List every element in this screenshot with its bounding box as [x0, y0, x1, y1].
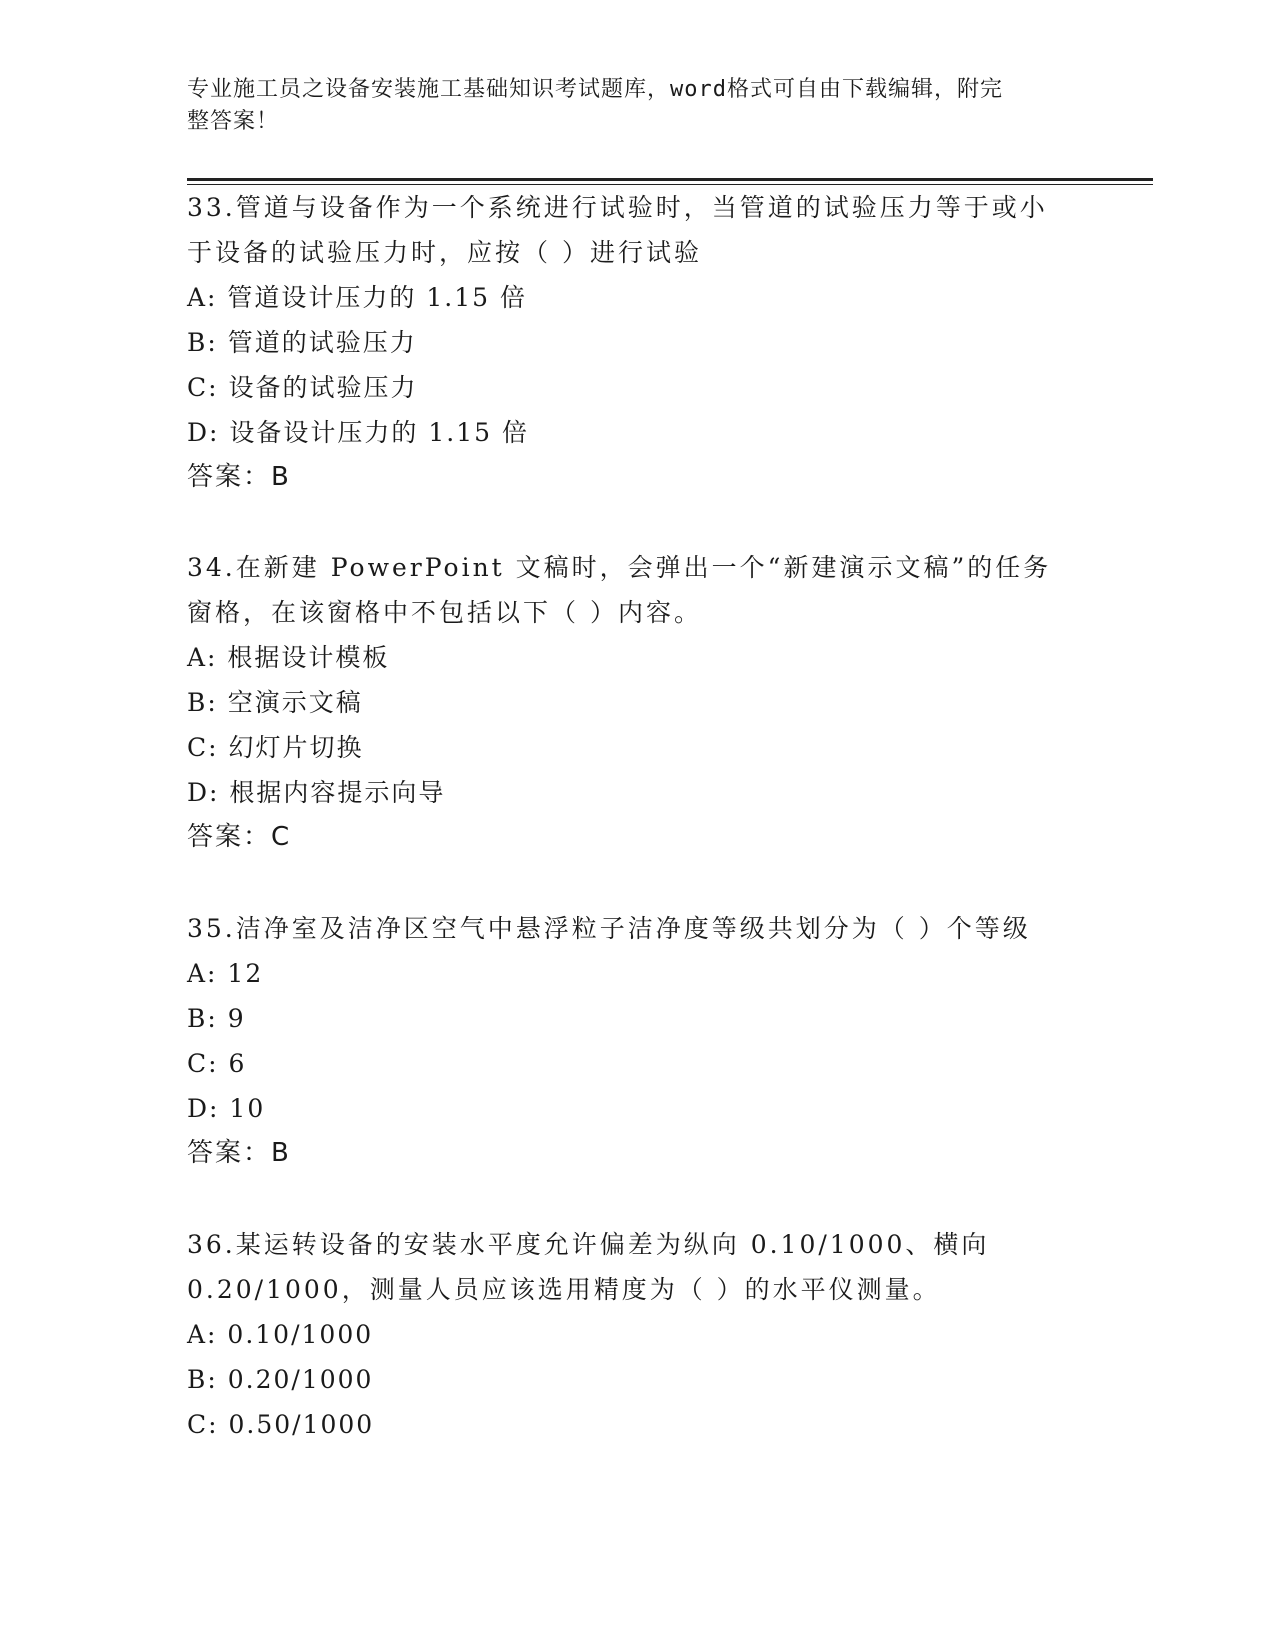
header-divider-thick [187, 178, 1153, 181]
question-stem-line: 34.在新建 PowerPoint 文稿时，会弹出一个“新建演示文稿”的任务 [187, 553, 1052, 582]
question-34 [187, 545, 1087, 860]
header-line-2: 整答案！ [187, 109, 280, 134]
option-b: B: 空演示文稿 [187, 688, 363, 717]
question-35 [187, 906, 1087, 1176]
answer-value: B [271, 462, 289, 492]
question-33 [187, 185, 1087, 500]
option-b: B: 管道的试验压力 [187, 328, 417, 357]
answer-value: C [271, 822, 290, 852]
answer-line [187, 455, 1087, 500]
option-b: B: 0.20/1000 [187, 1365, 374, 1394]
option-a: A: 管道设计压力的 1.15 倍 [187, 283, 527, 312]
option-a: A: 根据设计模板 [187, 643, 390, 672]
question-stem-line: 窗格，在该窗格中不包括以下（ ）内容。 [187, 598, 702, 627]
option-d: D: 设备设计压力的 1.15 倍 [187, 418, 529, 447]
option-d: D: 根据内容提示向导 [187, 778, 446, 807]
option-a: A: 12 [187, 959, 264, 988]
option-c: C: 6 [187, 1049, 247, 1078]
question-stem-line: 0.20/1000，测量人员应该选用精度为（ ）的水平仪测量。 [187, 1275, 941, 1304]
question-stem-line: 36.某运转设备的安装水平度允许偏差为纵向 0.10/1000、横向 [187, 1230, 990, 1259]
option-d: D: 10 [187, 1094, 266, 1123]
answer-value: B [271, 1138, 289, 1168]
question-36 [187, 1222, 1087, 1447]
question-stem-line: 33.管道与设备作为一个系统进行试验时，当管道的试验压力等于或小 [187, 193, 1048, 222]
option-c: C: 设备的试验压力 [187, 373, 418, 402]
document-header [187, 74, 1067, 138]
question-stem-line: 35.洁净室及洁净区空气中悬浮粒子洁净度等级共划分为（ ）个等级 [187, 914, 1031, 943]
answer-label: 答案： [187, 462, 272, 492]
option-c: C: 0.50/1000 [187, 1410, 375, 1439]
option-b: B: 9 [187, 1004, 246, 1033]
answer-line [187, 815, 1087, 860]
option-a: A: 0.10/1000 [187, 1320, 374, 1349]
answer-label: 答案： [187, 822, 272, 852]
header-line-1: 专业施工员之设备安装施工基础知识考试题库，word格式可自由下载编辑，附完 [187, 77, 1003, 102]
question-stem-line: 于设备的试验压力时，应按（ ）进行试验 [187, 238, 702, 267]
option-c: C: 幻灯片切换 [187, 733, 364, 762]
answer-line [187, 1131, 1087, 1176]
answer-label: 答案： [187, 1138, 272, 1168]
